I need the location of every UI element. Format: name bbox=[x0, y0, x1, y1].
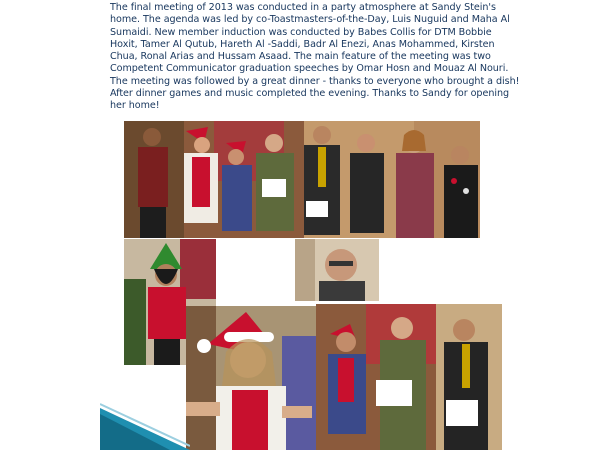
woman-santa-hat-photo bbox=[186, 306, 316, 450]
corner-swoosh-decoration bbox=[100, 400, 190, 450]
trio-certificates-photo bbox=[316, 304, 502, 450]
meeting-summary-text: The final meeting of 2013 was conducted in a party atmosphere at Sandy Stein's home. The agenda was led by co-Toastmasters-of-the-Day, Luis Nuguid and Maha Al Sumaidi. New member induction was conducted by Babes Collis for DTM Bobbie Hoxit, Tamer Al Qutub, Hareth Al -Saddi, Badr Al Enezi, Anas Mohammed, Kirsten Chua, Ronal Arias and Hussam Asaad. The main feature of the meeting was two Competent Communicator graduation speeches by Omar Hosn and Mouaz Al Nouri. The meeting was followed by a great dinner - thanks to everyone who brought a dish! After dinner games and music completed the evening. Thanks to Sandy for opening her home! bbox=[110, 2, 520, 112]
group-photo bbox=[124, 121, 480, 238]
man-glasses-photo bbox=[295, 239, 379, 301]
